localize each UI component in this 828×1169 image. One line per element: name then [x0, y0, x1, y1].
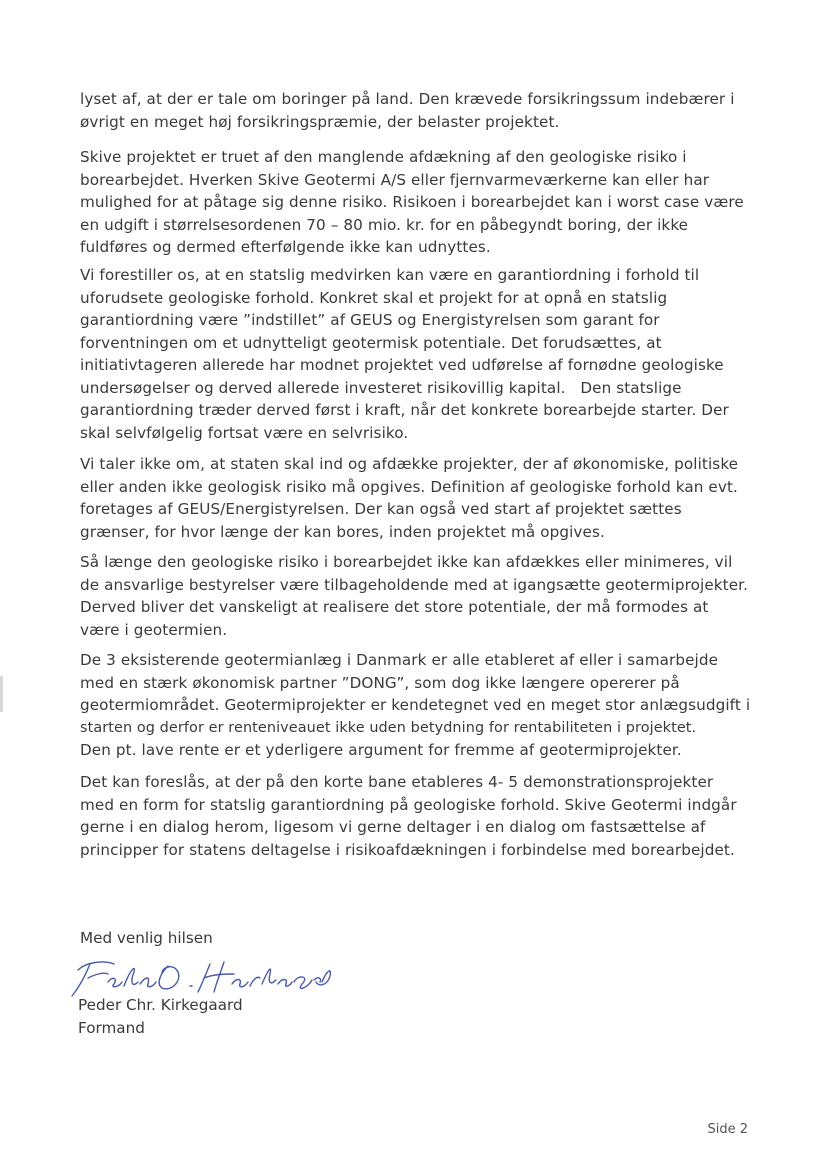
paragraph-5 [80, 551, 760, 641]
text-line: Så længe den geologiske risiko i borearbejdet ikke kan afdækkes eller minimeres, vil [80, 553, 733, 571]
text-line: foretages af GEUS/Energistyrelsen. Der kan også ved start af projektet sættes [80, 500, 682, 518]
paragraph-1 [80, 88, 760, 133]
text-line: gerne i en dialog herom, ligesom vi gerne deltager i en dialog om fastsættelse af [80, 818, 706, 836]
text-line: garantiordning være ”indstillet” af GEUS og Energistyrelsen som garant for [80, 311, 660, 329]
text-line: De 3 eksisterende geotermianlæg i Danmark er alle etableret af eller i samarbejde [80, 651, 719, 669]
text-line: Derved bliver det vanskeligt at realisere det store potentiale, der må formodes at [80, 598, 709, 616]
text-line: mulighed for at påtage sig denne risiko. Risikoen i borearbejdet kan i worst case være [80, 193, 744, 211]
text-line: undersøgelser og derved allerede investeret risikovillig kapital. Den statslige [80, 378, 682, 397]
text-line: en udgift i størrelsesordenen 70 – 80 mio. kr. for en påbegyndt boring, der ikke [80, 215, 689, 234]
text-line: fuldføres og dermed efterfølgende ikke kan udnyttes. [80, 238, 491, 256]
text-line: grænser, for hvor længe der kan bores, inden projektet må opgives. [80, 522, 605, 541]
text-line: garantiordning træder derved først i kraft, når det konkrete borearbejde starter. Der [80, 401, 729, 419]
text-line: Det kan foreslås, at der på den korte bane etableres 4- 5 demonstrationsprojekter [80, 773, 714, 791]
scan-edge-mark [0, 676, 3, 712]
text-line: borearbejdet. Hverken Skive Geotermi A/S eller fjernvarmeværkerne kan eller har [80, 170, 710, 189]
paragraph-2 [80, 146, 760, 259]
text-line: Vi forestiller os, at en statslig medvirken kan være en garantiordning i forhold til [80, 266, 700, 284]
text-line: Vi taler ikke om, at staten skal ind og afdække projekter, der af økonomiske, politiske [80, 455, 739, 473]
text-line: uforudsete geologiske forhold. Konkret skal et projekt for at opnå en statslig [80, 288, 668, 307]
text-line: lyset af, at der er tale om boringer på land. Den krævede forsikringssum indebærer i [80, 90, 735, 108]
text-line: starten og derfor er renteniveauet ikke uden betydning for rentabiliteten i projektet. [80, 719, 697, 736]
paragraph-3 [80, 264, 760, 444]
text-line: med en stærk økonomisk partner ”DONG”, som dog ikke længere opererer på [80, 673, 680, 692]
paragraph-7 [80, 771, 760, 861]
closing-salutation: Med venlig hilsen [80, 929, 213, 947]
page-number: Side 2 [707, 1122, 748, 1137]
text-line: forventningen om et udnytteligt geotermisk potentiale. Det forudsættes, at [80, 333, 662, 352]
paragraph-4 [80, 453, 760, 543]
signer-block [78, 994, 243, 1039]
text-line: være i geotermien. [80, 620, 228, 639]
text-line: skal selvfølgelig fortsat være en selvrisiko. [80, 423, 409, 442]
text-line: øvrigt en meget høj forsikringspræmie, der belaster projektet. [80, 112, 560, 131]
text-line: Skive projektet er truet af den manglende afdækning af den geologiske risiko i [80, 148, 687, 166]
text-line: geotermiområdet. Geotermiprojekter er kendetegnet ved en meget stor anlægsudgift i [80, 696, 751, 714]
paragraph-6 [80, 649, 760, 762]
text-line: Den pt. lave rente er et yderligere argument for fremme af geotermiprojekter. [80, 741, 682, 759]
text-line: med en form for statslig garantiordning på geologiske forhold. Skive Geotermi indgår [80, 795, 737, 814]
text-line: eller anden ikke geologisk risiko må opgives. Definition af geologiske forhold kan evt. [80, 477, 738, 496]
signer-name: Peder Chr. Kirkegaard [78, 996, 243, 1014]
text-line: de ansvarlige bestyrelser være tilbageholdende med at igangsætte geotermiprojekter. [80, 575, 749, 594]
text-line: initiativtageren allerede har modnet projektet ved udførelse af fornødne geologiske [80, 356, 724, 374]
text-line: principper for statens deltagelse i risikoafdækningen i forbindelse med borearbejdet. [80, 840, 735, 859]
signer-title: Formand [78, 1018, 145, 1037]
